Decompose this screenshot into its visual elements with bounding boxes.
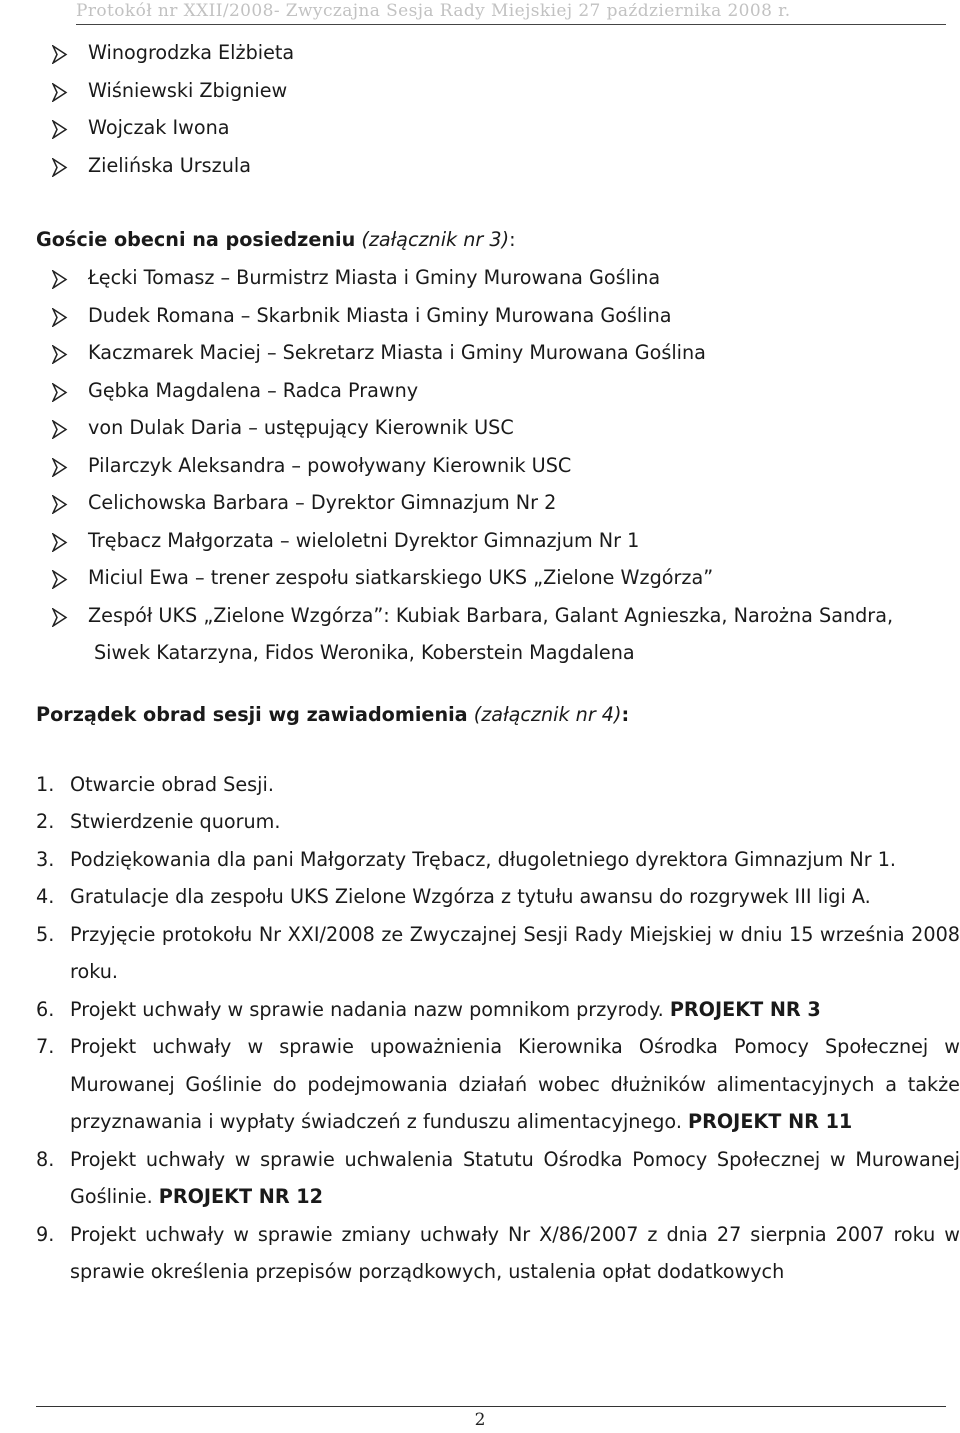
list-item-text: Wojczak Iwona [88,116,230,139]
guests-heading: Goście obecni na posiedzeniu (załącznik nr 3): [36,228,516,251]
arrow-bullet-icon [52,83,68,102]
list-item-text: Zespół UKS „Zielone Wzgórza”: Kubiak Barbara, Galant Agnieszka, Narożna Sandra, [88,603,894,627]
arrow-bullet-icon [52,495,68,514]
list-item-text: Gębka Magdalena – Radca Prawny [88,378,419,402]
agenda-item-text: Otwarcie obrad Sesji. [70,772,274,796]
arrow-bullet-icon [52,458,68,477]
agenda-item [36,1216,960,1291]
list-item-text: Celichowska Barbara – Dyrektor Gimnazjum Nr 2 [88,491,557,514]
arrow-bullet-icon [52,383,68,402]
project-number: PROJEKT NR 3 [669,997,821,1021]
agenda-heading: Porządek obrad sesji wg zawiadomienia (załącznik nr 4): [36,702,630,726]
agenda-list [36,766,960,1291]
member-item [36,40,960,78]
agenda-item-text: Podziękowania dla pani Małgorzaty Trębacz, długoletniego dyrektora Gimnazjum Nr 1. [70,847,897,871]
agenda-item-text: Projekt uchwały w sprawie nadania nazw pomnikom przyrody. PROJEKT NR 3 [70,997,821,1021]
member-item [36,153,960,191]
agenda-item [36,1141,960,1216]
agenda-item-number: 7. [36,1035,55,1058]
list-item-text: Miciul Ewa – trener zespołu siatkarskiego UKS „Zielone Wzgórza” [88,566,714,589]
footer-divider [36,1406,946,1407]
agenda-item-text: Projekt uchwały w sprawie zmiany uchwały Nr X/86/2007 z dnia 27 sierpnia 2007 roku w sprawie określenia przepisów porządkowych, ustalenia opłat dodatkowych [70,1222,960,1283]
guests-list-continuation: Siwek Katarzyna, Fidos Weronika, Koberstein Magdalena [94,641,635,664]
agenda-item-text: Projekt uchwały w sprawie uchwalenia Statutu Ośrodka Pomocy Społecznej w Murowanej Goślinie. PROJEKT NR 12 [70,1147,960,1208]
arrow-bullet-icon [52,570,68,589]
agenda-item [36,1028,960,1141]
arrow-bullet-icon [52,608,68,627]
list-item-text: Dudek Romana – Skarbnik Miasta i Gminy Murowana Goślina [88,303,672,327]
list-item-text: Kaczmarek Maciej – Sekretarz Miasta i Gminy Murowana Goślina [88,341,706,364]
guest-item [36,490,960,528]
agenda-item-text: Gratulacje dla zespołu UKS Zielone Wzgórza z tytułu awansu do rozgrywek III ligi A. [70,885,871,908]
agenda-item-text: Przyjęcie protokołu Nr XXI/2008 ze Zwyczajnej Sesji Rady Miejskiej w dniu 15 września 2008 roku. [70,922,960,983]
member-item [36,78,960,116]
agenda-item-number: 9. [36,1222,55,1246]
guest-item [36,340,960,378]
agenda-item [36,991,960,1029]
list-item-text: Zielińska Urszula [88,153,251,177]
list-item-text: Winogrodzka Elżbieta [88,41,295,64]
guest-item [36,528,960,566]
guest-item [36,415,960,453]
agenda-item [36,841,960,879]
agenda-item [36,878,960,916]
guest-item [36,565,960,603]
project-number: PROJEKT NR 11 [688,1110,853,1133]
agenda-item [36,803,960,841]
guest-item [36,265,960,303]
list-item-text: Trębacz Małgorzata – wieloletni Dyrektor Gimnazjum Nr 1 [88,528,640,552]
project-number: PROJEKT NR 12 [158,1185,324,1208]
arrow-bullet-icon [52,45,68,64]
guest-item [36,603,960,641]
arrow-bullet-icon [52,308,68,327]
agenda-item-number: 6. [36,997,55,1021]
agenda-item [36,766,960,804]
list-item-text: Wiśniewski Zbigniew [88,78,288,102]
list-item-text: Pilarczyk Aleksandra – powoływany Kierownik USC [88,453,572,477]
guest-item [36,453,960,491]
arrow-bullet-icon [52,158,68,177]
agenda-item-number: 2. [36,810,55,833]
list-item-text: Łęcki Tomasz – Burmistrz Miasta i Gminy Murowana Goślina [88,266,661,289]
guest-item [36,378,960,416]
list-item-text: von Dulak Daria – ustępujący Kierownik USC [88,416,514,439]
agenda-item-number: 5. [36,922,55,946]
agenda-item-number: 1. [36,772,55,796]
arrow-bullet-icon [52,345,68,364]
header-title: Protokół nr XXII/2008- Zwyczajna Sesja Rady Miejskiej 27 października 2008 r. [76,1,791,21]
agenda-item-number: 3. [36,847,55,871]
agenda-item [36,916,960,991]
guests-list [36,265,960,640]
agenda-item-text: Projekt uchwały w sprawie upoważnienia Kierownika Ośrodka Pomocy Społecznej w Murowanej Goślinie do podejmowania działań wobec dłużników alimentacyjnych a także przyznawania i wypłaty świadczeń z funduszu alimentacyjnego. PROJEKT NR 11 [70,1035,960,1133]
guest-item [36,303,960,341]
agenda-item-number: 8. [36,1147,55,1171]
arrow-bullet-icon [52,270,68,289]
arrow-bullet-icon [52,533,68,552]
members-list [36,40,960,190]
arrow-bullet-icon [52,120,68,139]
page-header [76,0,946,25]
member-item [36,115,960,153]
arrow-bullet-icon [52,420,68,439]
agenda-item-number: 4. [36,885,55,908]
document-body [36,40,960,1291]
page-number: 2 [474,1410,486,1430]
agenda-item-text: Stwierdzenie quorum. [70,810,281,833]
